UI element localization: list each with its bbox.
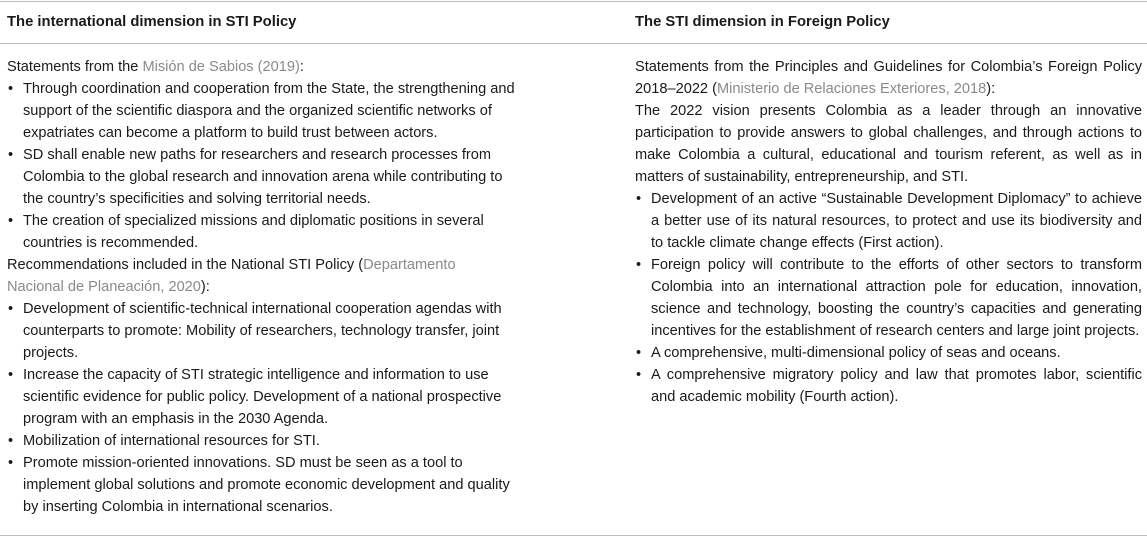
- list-item-text: A comprehensive migratory policy and law that promotes labor, scientific and academic mobility (Fourth action).: [651, 367, 1142, 405]
- table-top-rule: [0, 1, 1147, 2]
- list-item-text: The creation of specialized missions and diplomatic positions in several countries is recommended.: [23, 213, 484, 251]
- list-item-text: Foreign policy will contribute to the efforts of other sectors to transform Colombia into an international attraction pole for education, innovation, science and technology, boosting the country’s capacities and generating incentives for the establishment of research centers and large joint projects.: [651, 257, 1142, 339]
- list-item: [635, 342, 1142, 364]
- foreign-policy-bullet-list: [635, 188, 1142, 408]
- list-item-text: Development of scientific-technical international cooperation agendas with counterparts to promote: Mobility of researchers, technology transfer, joint projects.: [23, 301, 502, 361]
- mision-bullet-list: [7, 78, 515, 254]
- bullet-icon: •: [636, 345, 642, 361]
- vision-2022-paragraph: The 2022 vision presents Colombia as a leader through an innovative participation to provide answers to global challenges, and through actions to make Colombia a cultural, educational and tourism referent, as well as in matters of sustainability, entrepreneurship, and STI.: [635, 103, 1142, 185]
- table-bottom-rule: [0, 535, 1147, 536]
- list-item: [7, 298, 515, 364]
- list-item: [635, 188, 1142, 254]
- right-column-body: [635, 56, 1142, 408]
- mision-intro: [7, 56, 515, 78]
- list-item: [7, 210, 515, 254]
- list-item: [7, 144, 515, 210]
- list-item: [7, 78, 515, 144]
- mision-citation-link[interactable]: Misión de Sabios (2019): [142, 59, 300, 75]
- bullet-icon: •: [8, 147, 14, 163]
- list-item: [7, 452, 515, 518]
- bullet-icon: •: [8, 213, 14, 229]
- list-item: [7, 364, 515, 430]
- bullet-icon: •: [636, 367, 642, 383]
- sti-policy-intro-suffix: ):: [200, 279, 210, 295]
- right-column-header: The STI dimension in Foreign Policy: [635, 14, 890, 30]
- list-item-text: Mobilization of international resources for STI.: [23, 433, 320, 449]
- sti-policy-bullet-list: [7, 298, 515, 518]
- mision-intro-suffix: :: [299, 59, 304, 75]
- list-item-text: SD shall enable new paths for researchers and research processes from Colombia to the global research and innovation arena while contributing to the country’s specificities and solving territorial needs.: [23, 147, 503, 207]
- list-item-text: Through coordination and cooperation from the State, the strengthening and support of the scientific diaspora and the organized scientific networks of expatriates can become a platform to build trust between actors.: [23, 81, 515, 141]
- list-item-text: Development of an active “Sustainable Development Diplomacy” to achieve a better use of its natural resources, to protect and use its biodiversity and to tackle climate change effects (First action).: [651, 191, 1142, 251]
- bullet-icon: •: [8, 455, 14, 471]
- bullet-icon: •: [8, 433, 14, 449]
- bullet-icon: •: [8, 81, 14, 97]
- header-divider-rule: [0, 43, 1147, 44]
- left-column-header: The international dimension in STI Policy: [7, 14, 297, 30]
- list-item: [7, 430, 515, 452]
- foreign-policy-intro: [635, 56, 1142, 100]
- foreign-policy-intro-suffix: ):: [986, 81, 996, 97]
- list-item: [635, 254, 1142, 342]
- list-item-text: Promote mission-oriented innovations. SD must be seen as a tool to implement global solutions and promote economic development and quality by inserting Colombia in international scenarios.: [23, 455, 510, 515]
- list-item-text: Increase the capacity of STI strategic intelligence and information to use scientific evidence for public policy. Development of a national prospective program with an emphasis in the 2030 Agenda.: [23, 367, 502, 427]
- sti-policy-intro: [7, 254, 515, 298]
- list-item: [635, 364, 1142, 408]
- list-item-text: A comprehensive, multi-dimensional policy of seas and oceans.: [651, 345, 1061, 361]
- planeacion-citation-link[interactable]: Departamento Nacional de Planeación, 2020: [7, 257, 456, 295]
- bullet-icon: •: [636, 191, 642, 207]
- sti-policy-intro-prefix: Recommendations included in the National STI Policy (: [7, 257, 364, 273]
- bullet-icon: •: [8, 367, 14, 383]
- foreign-policy-intro-prefix: Statements from the Principles and Guidelines for Colombia’s Foreign Policy 2018–2022 (: [635, 59, 1142, 97]
- bullet-icon: •: [8, 301, 14, 317]
- left-column-body: [7, 56, 515, 518]
- bullet-icon: •: [636, 257, 642, 273]
- ministerio-citation-link[interactable]: Ministerio de Relaciones Exteriores, 2018: [716, 81, 987, 97]
- mision-intro-prefix: Statements from the: [7, 59, 143, 75]
